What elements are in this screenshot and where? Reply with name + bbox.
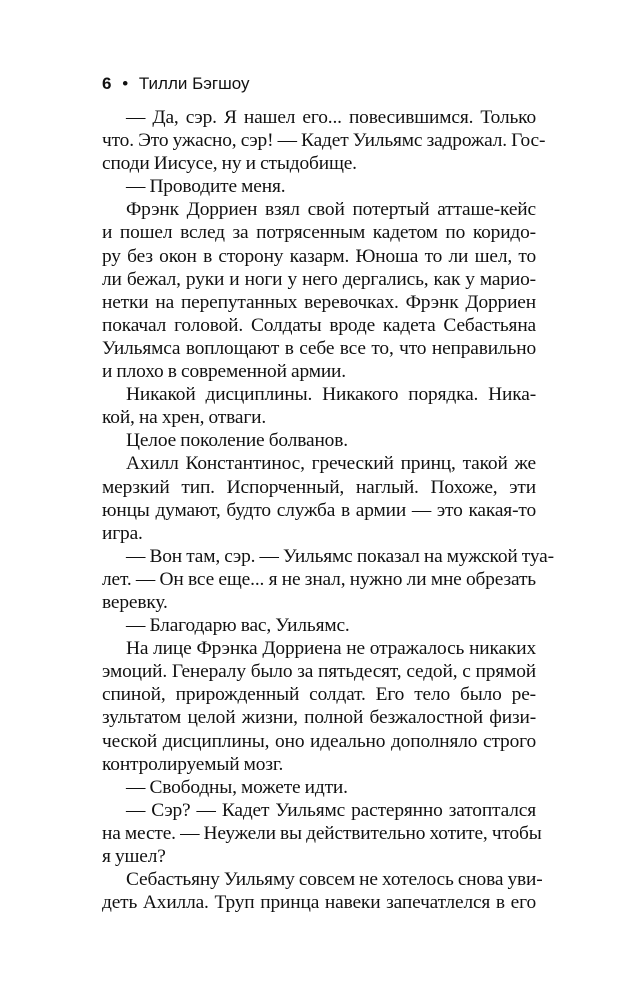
paragraph	[102, 452, 536, 544]
paragraph	[102, 614, 536, 637]
paragraph	[102, 198, 536, 383]
text-line: спиной, прирожденный солдат. Его тело было ре-	[102, 684, 536, 706]
text-line: и пошел вслед за потрясенным кадетом по коридо-	[102, 222, 536, 244]
text-line: я ушел?	[102, 846, 166, 867]
body-text	[102, 106, 554, 914]
paragraph	[102, 175, 536, 198]
running-header	[102, 72, 536, 96]
text-line: споди Иисусе, ну и стыдобище.	[102, 153, 357, 175]
paragraph	[102, 106, 546, 175]
paragraph	[102, 868, 543, 914]
text-line: — Сэр? — Кадет Уильямс растерянно затоптался	[126, 799, 536, 821]
text-line: На лице Фрэнка Дорриена не отражалось никаких	[126, 638, 536, 660]
text-line: что. Это ужасно, сэр! — Кадет Уильямс задрожал. Гос-	[102, 130, 546, 152]
paragraph	[102, 383, 536, 429]
text-line: Ахилл Константинос, греческий принц, такой же	[126, 453, 536, 475]
text-line: и плохо в современной армии.	[102, 361, 346, 383]
text-line: Уильямса воплощают в себе все то, что неправильно	[102, 337, 536, 359]
text-line: ли бежал, руки и ноги у него дергались, как у марио-	[102, 268, 536, 290]
text-line: кой, на хрен, отваги.	[102, 407, 267, 429]
text-line: игра.	[102, 522, 143, 544]
header-bullet: •	[122, 74, 129, 93]
paragraph	[102, 637, 536, 776]
text-line: — Вон там, сэр. — Уильямс показал на мужской туа-	[126, 545, 554, 567]
text-line: Себастьяну Уильяму совсем не хотелось снова уви-	[126, 869, 543, 891]
text-line: зультатом целой жизни, полной безжалостной физи-	[102, 707, 536, 729]
text-line: Фрэнк Дорриен взял свой потертый атташе-кейс	[126, 199, 536, 221]
text-line: — Проводите меня.	[126, 176, 286, 198]
text-line: деть Ахилла. Труп принца навеки запечатлелся в его	[102, 892, 536, 914]
text-line: Никакой дисциплины. Никакого порядка. Ника-	[126, 384, 536, 406]
text-line: веревку.	[102, 591, 168, 613]
header-author: Тилли Бэгшоу	[138, 74, 250, 93]
text-line: лет. — Он все еще... я не знал, нужно ли мне обрезать	[102, 568, 536, 590]
paragraph	[102, 799, 542, 868]
paragraph	[102, 429, 536, 452]
text-line: нетки на перепутанных веревочках. Фрэнк Дорриен	[102, 291, 536, 313]
text-line: ческой дисциплины, оно идеально дополняло строго	[102, 730, 536, 752]
paragraph	[102, 545, 554, 614]
text-line: мерзкий тип. Испорченный, наглый. Похоже, эти	[102, 476, 536, 498]
text-line: — Да, сэр. Я нашел его... повесившимся. Только	[126, 107, 536, 128]
paragraph	[102, 776, 536, 799]
text-line: на месте. — Неужели вы действительно хотите, чтобы	[102, 822, 542, 844]
text-line: покачал головой. Солдаты вроде кадета Себастьяна	[102, 314, 536, 336]
text-line: эмоций. Генералу было за пятьдесят, седой, с прямой	[102, 661, 536, 683]
text-line: — Свободны, можете идти.	[126, 776, 348, 798]
text-line: — Благодарю вас, Уильямс.	[126, 615, 350, 637]
text-line: ру без окон в сторону казарм. Юноша то ли шел, то	[102, 245, 536, 267]
book-page	[102, 72, 554, 914]
page-number: 6	[102, 74, 112, 93]
text-line: контролируемый мозг.	[102, 753, 284, 775]
text-line: Целое поколение болванов.	[126, 430, 348, 452]
text-line: юнцы думают, будто служба в армии — это какая-то	[102, 499, 536, 521]
